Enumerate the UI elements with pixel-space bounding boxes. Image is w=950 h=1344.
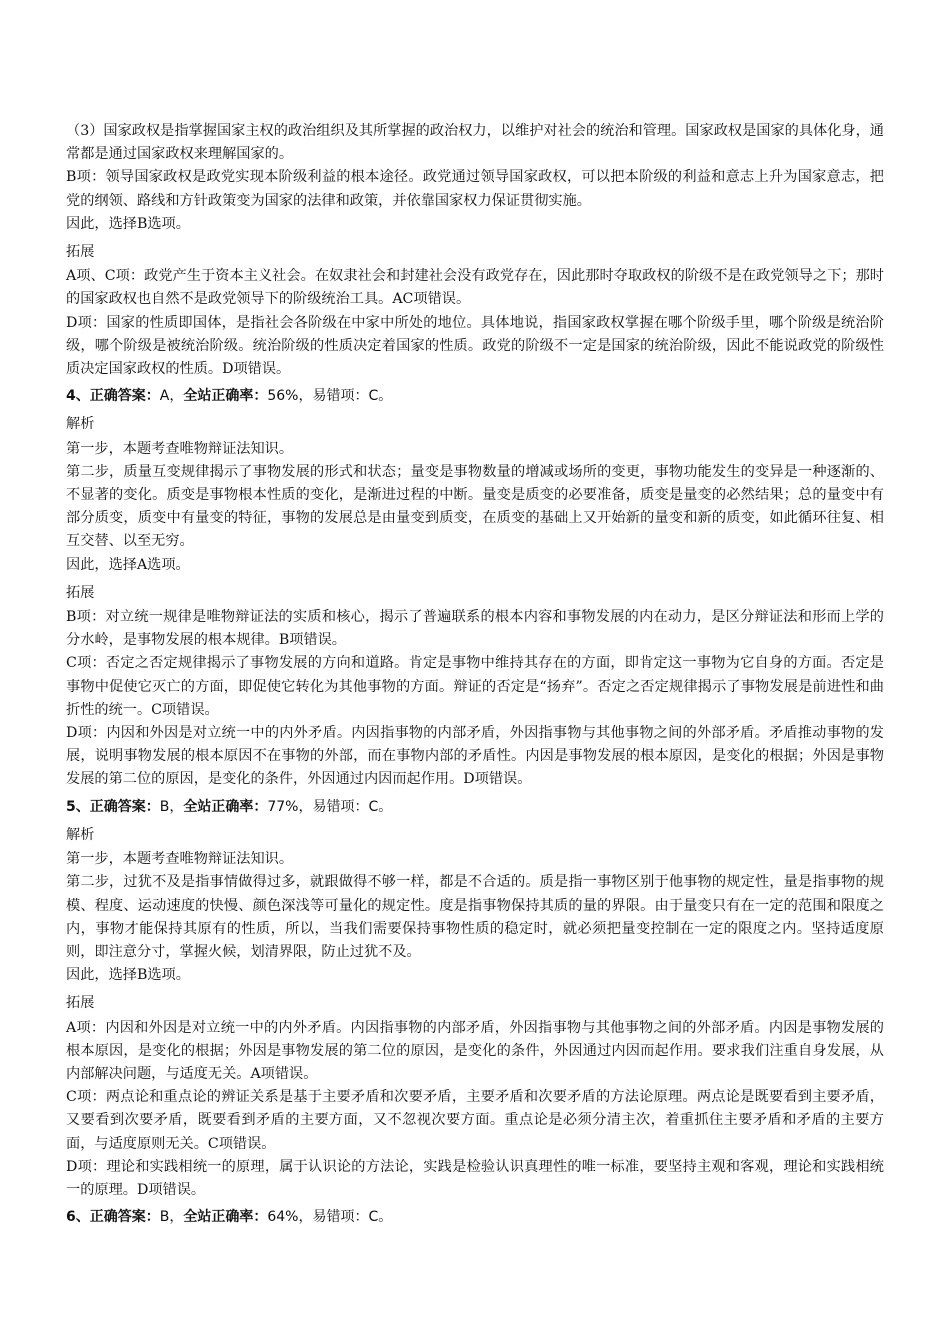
section-label: 拓展 xyxy=(66,584,95,601)
paragraph: C项：两点论和重点论的辨证关系是基于主要矛盾和次要矛盾，主要矛盾和次要矛盾的方法论原理。两点论是既要看到主要矛盾，又要看到次要矛盾，既要看到矛盾的主要方面，又不忽视次要方面。重点论是必须分清主次，着重抓住主要矛盾和矛盾的主要方面，与适度原则无关。C项错误。 xyxy=(66,1089,884,1152)
paragraph: C项：否定之否定规律揭示了事物发展的方向和道路。肯定是事物中维持其存在的方面，即肯定这一事物为它自身的方面。否定是事物中促使它灭亡的方面，即促使它转化为其他事物的方面。辩证的否定是“扬弃”。否定之否定规律揭示了事物发展是前进性和曲折性的统一。C项错误。 xyxy=(66,655,884,718)
paragraph: D项：国家的性质即国体，是指社会各阶级在中家中所处的地位。具体地说，指国家政权掌握在哪个阶级手里，哪个阶级是统治阶级，哪个阶级是被统治阶级。统治阶级的性质决定着国家的性质。政党的阶级不一定是国家的统治阶级，因此不能说政党的阶级性质决定国家政权的性质。D项错误。 xyxy=(66,314,884,378)
answer-value: B， xyxy=(159,1209,184,1226)
paragraph: A项：内因和外因是对立统一中的内外矛盾。内因指事物的内部矛盾，外因指事物与其他事物之间的外部矛盾。内因是事物发展的根本原因，是变化的根据；外因是事物发展的第二位的原因，是变化的条件，外因通过内因而起作用。要求我们注重自身发展，从内部解决问题，与适度无关。A项错误。 xyxy=(66,1019,884,1082)
answer-value: A， xyxy=(159,388,184,405)
answer-key-label: 正确答案： xyxy=(89,1209,160,1226)
paragraph: （3）国家政权是指掌握国家主权的政治组织及其所掌握的政治权力，以维护对社会的统治和管理。国家政权是国家的具体化身，通常都是通过国家政权来理解国家的。 xyxy=(66,123,884,163)
section-label: 拓展 xyxy=(66,995,95,1012)
accuracy-value: 77%，易错项：C。 xyxy=(267,798,393,815)
answer-key-label: 正确答案： xyxy=(89,798,160,815)
question-number: 6、 xyxy=(66,1209,90,1226)
answer-value: B， xyxy=(159,798,184,815)
answer-line xyxy=(66,796,884,819)
section-label: 拓展 xyxy=(66,244,95,261)
paragraph: 第二步，质量互变规律揭示了事物发展的形式和状态；量变是事物数量的增减或场所的变更，事物功能发生的变异是一种逐渐的、不显著的变化。质变是事物根本性质的变化，是渐进过程的中断。量变是质变的必要准备，质变是量变的必然结果；总的量变中有部分质变，质变中有量变的特征，事物的发展总是由量变到质变，在质变的基础上又开始新的量变和新的质变，如此循环往复、相互交替、以至无穷。 xyxy=(66,463,884,550)
answer-line xyxy=(66,1206,884,1229)
question-number: 4、 xyxy=(66,388,90,405)
paragraph: D项：内因和外因是对立统一中的内外矛盾。内因指事物的内部矛盾，外因指事物与其他事物之间的外部矛盾。矛盾推动事物的发展，说明事物发展的根本原因不在事物的外部，而在事物内部的矛盾性。内因是事物发展的根本原因，是变化的根据；外因是事物发展的第二位的原因，是变化的条件，外因通过内因而起作用。D项错误。 xyxy=(66,725,884,788)
paragraph: 第一步，本题考查唯物辩证法知识。 xyxy=(66,440,294,457)
paragraph: 第二步，过犹不及是指事情做得过多，就跟做得不够一样，都是不合适的。质是指一事物区别于他事物的规定性，量是指事物的规模、程度、运动速度的快慢、颜色深浅等可量化的规定性。度是指事物保持其质的量的界限。由于量变只有在一定的范围和限度之内，事物才能保持其原有的性质，所以，当我们需要保持事物性质的稳定时，就必须把量变控制在一定的限度之内。坚持适度原则，即注意分寸，掌握火候，划清界限，防止过犹不及。 xyxy=(66,874,884,960)
paragraph: A项、C项：政党产生于资本主义社会。在奴隶社会和封建社会没有政党存在，因此那时夺取政权的阶级不是在政党领导之下；那时的国家政权也自然不是政党领导下的阶级统治工具。AC项错误。 xyxy=(66,268,884,308)
accuracy-label: 全站正确率： xyxy=(183,798,268,815)
answer-key-label: 正确答案： xyxy=(89,388,160,405)
paragraph: 因此，选择B选项。 xyxy=(66,967,190,984)
paragraph: B项：对立统一规律是唯物辩证法的实质和核心，揭示了普遍联系的根本内容和事物发展的内在动力，是区分辩证法和形而上学的分水岭，是事物发展的根本规律。B项错误。 xyxy=(66,609,884,649)
question-number: 5、 xyxy=(66,798,90,815)
paragraph: 因此，选择A选项。 xyxy=(66,556,190,573)
accuracy-label: 全站正确率： xyxy=(183,1209,268,1226)
accuracy-value: 56%，易错项：C。 xyxy=(267,388,393,405)
section-label: 解析 xyxy=(66,416,95,433)
document-page xyxy=(66,120,884,1233)
accuracy-label: 全站正确率： xyxy=(183,388,268,405)
paragraph: D项：理论和实践相统一的原理，属于认识论的方法论，实践是检验认识真理性的唯一标准，要坚持主观和客观，理论和实践相统一的原理。D项错误。 xyxy=(66,1158,884,1198)
paragraph: B项：领导国家政权是政党实现本阶级利益的根本途径。政党通过领导国家政权，可以把本阶级的利益和意志上升为国家意志，把党的纲领、路线和方针政策变为国家的法律和政策，并依靠国家权力保证贯彻实施。 xyxy=(66,169,884,209)
paragraph: 第一步，本题考查唯物辩证法知识。 xyxy=(66,851,294,868)
accuracy-value: 64%，易错项：C。 xyxy=(267,1209,393,1226)
section-label: 解析 xyxy=(66,826,95,843)
paragraph: 因此，选择B选项。 xyxy=(66,215,190,232)
answer-line xyxy=(66,385,884,408)
